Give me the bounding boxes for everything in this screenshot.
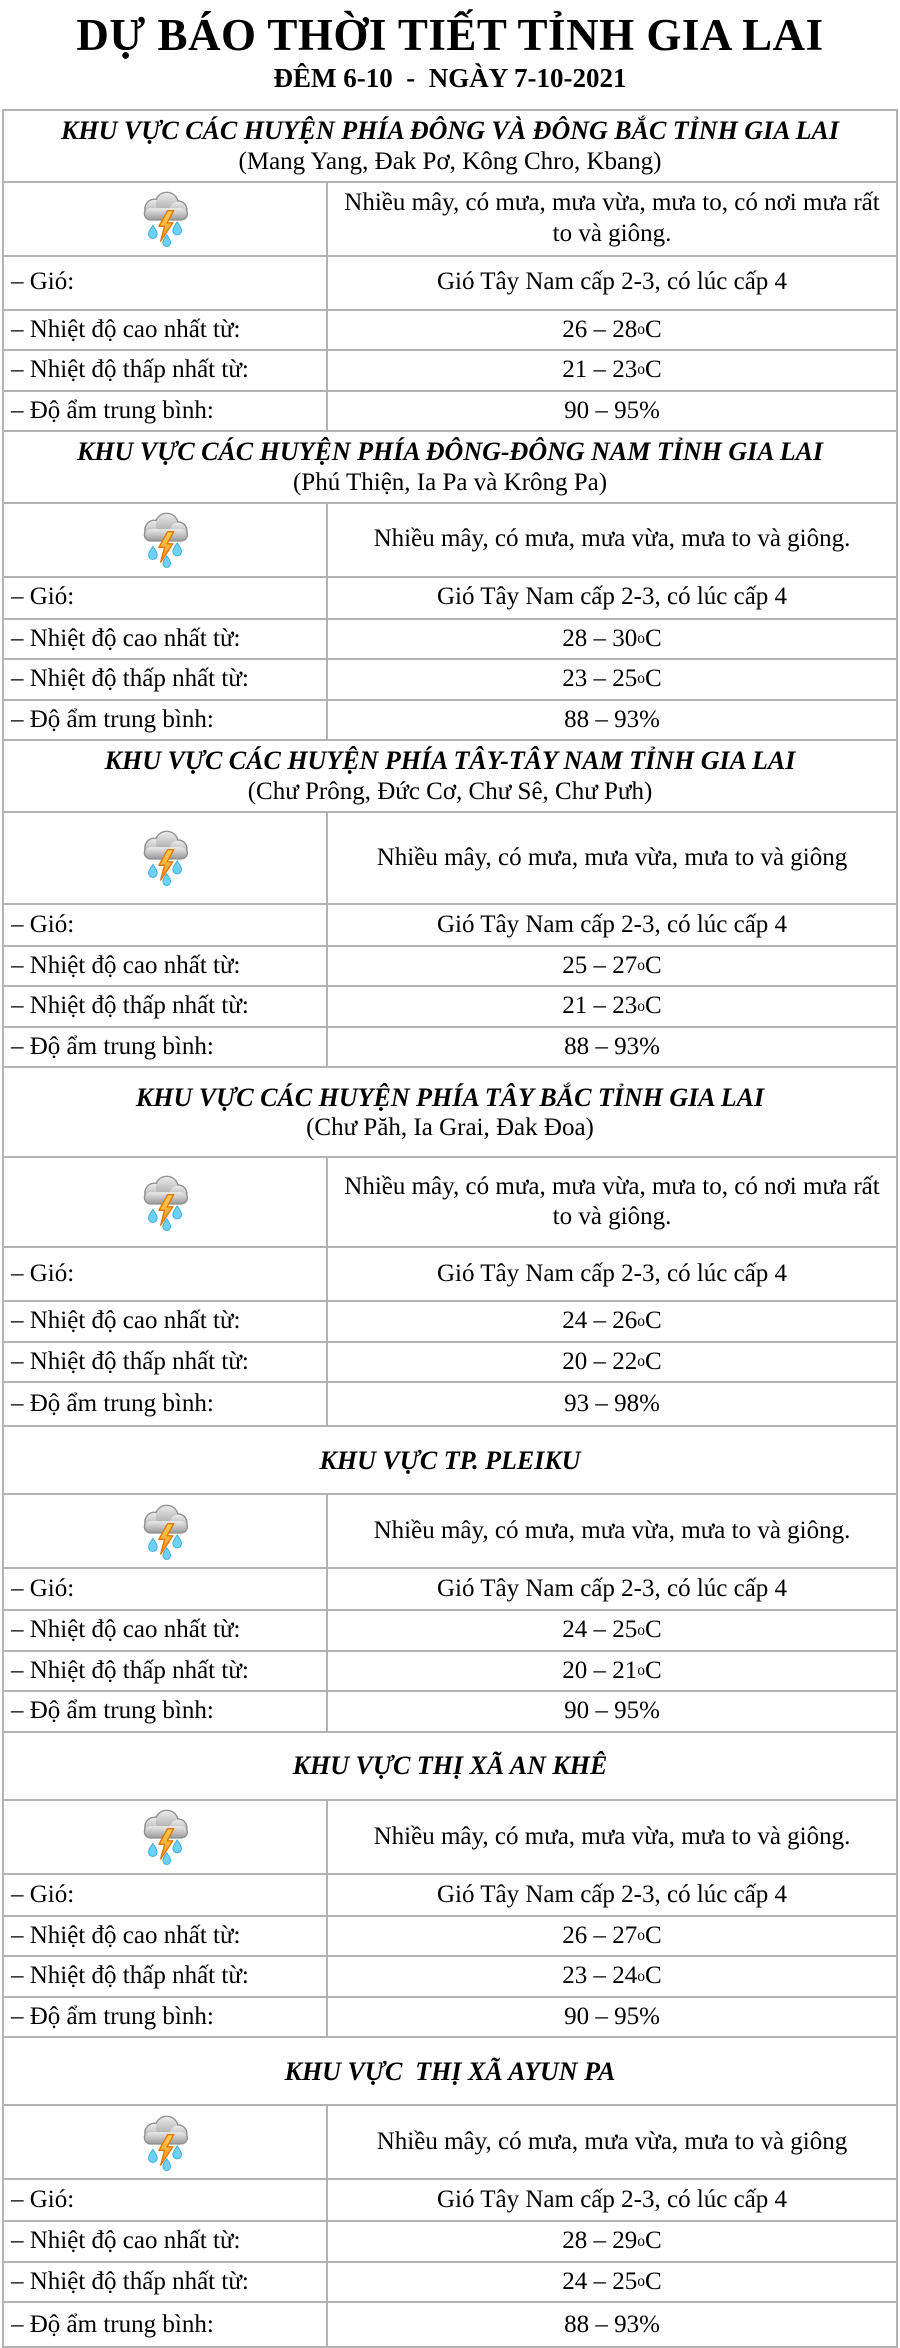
celsius-letter: C bbox=[645, 1962, 662, 1990]
temp-low-row bbox=[4, 1341, 896, 1382]
page-subtitle: ĐÊM 6-10 - NGÀY 7-10-2021 bbox=[273, 63, 627, 94]
weather-description: Nhiều mây, có mưa, mưa vừa, mưa to, có nơi mưa rất to và giông. bbox=[344, 189, 880, 247]
wind-row bbox=[4, 1567, 896, 1609]
celsius-letter: C bbox=[645, 315, 662, 343]
temp-low-value: 20 – 21 o C bbox=[328, 1652, 896, 1691]
region-section-west-southwest bbox=[4, 739, 896, 1066]
temp-high-label: – Nhiệt độ cao nhất từ: bbox=[4, 311, 328, 350]
temp-low-label: – Nhiệt độ thấp nhất từ: bbox=[4, 2263, 328, 2302]
region-section-northwest bbox=[4, 1066, 896, 1425]
region-section-an-khe bbox=[4, 1731, 896, 2037]
page-title: DỰ BÁO THỜI TIẾT TỈNH GIA LAI bbox=[76, 10, 824, 60]
weather-row bbox=[4, 502, 896, 576]
wind-row bbox=[4, 1246, 896, 1300]
thunderstorm-rain-icon bbox=[132, 188, 198, 249]
celsius-letter: C bbox=[645, 1656, 662, 1684]
wind-label: – Gió: bbox=[4, 1569, 328, 1609]
temp-high-row bbox=[4, 945, 896, 986]
wind-label: – Gió: bbox=[4, 2180, 328, 2220]
temp-high-row bbox=[4, 1915, 896, 1956]
humidity-value: 88 – 93% bbox=[564, 705, 660, 733]
temp-high-range: 28 – 30 bbox=[562, 624, 638, 652]
weather-icon-cell bbox=[4, 1495, 328, 1567]
wind-label: – Gió: bbox=[4, 257, 328, 309]
humidity-row bbox=[4, 2301, 896, 2346]
celsius-letter: C bbox=[645, 665, 662, 693]
region-title: KHU VỰC CÁC HUYỆN PHÍA ĐÔNG VÀ ĐÔNG BẮC TỈNH GIA LAI bbox=[61, 115, 839, 145]
temp-high-row bbox=[4, 1609, 896, 1650]
region-districts: (Chư Prông, Đức Cơ, Chư Sê, Chư Pưh) bbox=[247, 777, 653, 805]
humidity-row bbox=[4, 1690, 896, 1731]
wind-value: Gió Tây Nam cấp 2-3, có lúc cấp 4 bbox=[436, 268, 788, 296]
celsius-letter: C bbox=[645, 2227, 662, 2255]
humidity-row bbox=[4, 390, 896, 431]
temp-low-range: 24 – 25 bbox=[562, 2267, 638, 2295]
humidity-value: 90 – 95% bbox=[564, 2002, 660, 2030]
temp-high-row bbox=[4, 309, 896, 350]
wind-label: – Gió: bbox=[4, 1248, 328, 1300]
celsius-letter: C bbox=[645, 624, 662, 652]
temp-high-range: 24 – 25 bbox=[562, 1616, 638, 1644]
weather-row bbox=[4, 1493, 896, 1567]
weather-icon-cell bbox=[4, 504, 328, 576]
thunderstorm-rain-icon bbox=[132, 1806, 198, 1867]
temp-low-range: 21 – 23 bbox=[562, 356, 638, 383]
weather-icon-cell bbox=[4, 2106, 328, 2178]
temp-high-range: 24 – 26 bbox=[562, 1307, 638, 1335]
thunderstorm-rain-icon bbox=[132, 1501, 198, 1562]
region-districts: (Phú Thiện, Ia Pa và Krông Pa) bbox=[292, 468, 608, 496]
weather-description: Nhiều mây, có mưa, mưa vừa, mưa to và giông. bbox=[373, 1822, 851, 1850]
temp-low-label: – Nhiệt độ thấp nhất từ: bbox=[4, 660, 328, 699]
temp-high-range: 28 – 29 bbox=[562, 2227, 638, 2255]
region-header bbox=[4, 741, 896, 811]
celsius-letter: C bbox=[645, 1921, 662, 1949]
thunderstorm-rain-icon bbox=[132, 827, 198, 888]
region-title: KHU VỰC TP. PLEIKU bbox=[319, 1445, 581, 1475]
celsius-letter: C bbox=[645, 1616, 662, 1644]
wind-value: Gió Tây Nam cấp 2-3, có lúc cấp 4 bbox=[436, 1575, 788, 1603]
wind-value: Gió Tây Nam cấp 2-3, có lúc cấp 4 bbox=[436, 1260, 788, 1288]
weather-description: Nhiều mây, có mưa, mưa vừa, mưa to và giông. bbox=[373, 1517, 851, 1545]
humidity-row bbox=[4, 699, 896, 740]
celsius-letter: C bbox=[645, 1347, 662, 1375]
forecast-table bbox=[2, 109, 898, 2348]
wind-row bbox=[4, 255, 896, 309]
wind-value: Gió Tây Nam cấp 2-3, có lúc cấp 4 bbox=[436, 910, 788, 938]
weather-row bbox=[4, 2104, 896, 2178]
humidity-row bbox=[4, 1996, 896, 2037]
thunderstorm-rain-icon bbox=[132, 2112, 198, 2173]
temp-low-label: – Nhiệt độ thấp nhất từ: bbox=[4, 987, 328, 1026]
humidity-value: 90 – 95% bbox=[564, 1697, 660, 1725]
region-header bbox=[4, 432, 896, 502]
humidity-label: – Độ ẩm trung bình: bbox=[4, 1383, 328, 1425]
humidity-value: 93 – 98% bbox=[564, 1390, 660, 1418]
temp-high-label: – Nhiệt độ cao nhất từ: bbox=[4, 1611, 328, 1650]
wind-value: Gió Tây Nam cấp 2-3, có lúc cấp 4 bbox=[436, 1880, 788, 1908]
temp-low-row bbox=[4, 658, 896, 699]
temp-low-label: – Nhiệt độ thấp nhất từ: bbox=[4, 1343, 328, 1382]
temp-high-label: – Nhiệt độ cao nhất từ: bbox=[4, 620, 328, 659]
temp-high-label: – Nhiệt độ cao nhất từ: bbox=[4, 1917, 328, 1956]
region-districts: (Chư Păh, Ia Grai, Đak Đoa) bbox=[306, 1114, 594, 1142]
region-title: KHU VỰC CÁC HUYỆN PHÍA ĐÔNG-ĐÔNG NAM TỈNH GIA LAI bbox=[76, 437, 824, 466]
celsius-letter: C bbox=[645, 356, 662, 383]
humidity-row bbox=[4, 1026, 896, 1067]
weather-icon-cell bbox=[4, 813, 328, 903]
weather-row bbox=[4, 1156, 896, 1246]
humidity-row bbox=[4, 1381, 896, 1425]
wind-row bbox=[4, 2178, 896, 2220]
temp-low-row bbox=[4, 1955, 896, 1996]
temp-low-label: – Nhiệt độ thấp nhất từ: bbox=[4, 1652, 328, 1691]
region-header bbox=[4, 1427, 896, 1493]
weather-row bbox=[4, 1799, 896, 1873]
weather-row bbox=[4, 181, 896, 255]
wind-value: Gió Tây Nam cấp 2-3, có lúc cấp 4 bbox=[436, 2186, 788, 2214]
region-section-east-southeast bbox=[4, 430, 896, 739]
region-header bbox=[4, 111, 896, 181]
region-section-east-northeast bbox=[4, 111, 896, 430]
humidity-label: – Độ ẩm trung bình: bbox=[4, 1998, 328, 2037]
temp-high-row bbox=[4, 2220, 896, 2261]
weather-description: Nhiều mây, có mưa, mưa vừa, mưa to và giông bbox=[376, 2128, 848, 2156]
temp-low-range: 20 – 21 bbox=[562, 1656, 638, 1684]
region-header bbox=[4, 1068, 896, 1156]
region-header bbox=[4, 2038, 896, 2104]
temp-high-value: 24 – 26 o C bbox=[328, 1302, 896, 1341]
humidity-label: – Độ ẩm trung bình: bbox=[4, 1028, 328, 1067]
temp-low-row bbox=[4, 349, 896, 390]
temp-low-row bbox=[4, 1650, 896, 1691]
celsius-letter: C bbox=[645, 2267, 662, 2295]
region-districts: (Mang Yang, Đak Pơ, Kông Chro, Kbang) bbox=[238, 147, 662, 175]
temp-low-row bbox=[4, 985, 896, 1026]
weather-row bbox=[4, 811, 896, 903]
document-header bbox=[0, 0, 900, 109]
region-section-pleiku bbox=[4, 1425, 896, 1731]
celsius-letter: C bbox=[645, 992, 662, 1020]
temp-high-label: – Nhiệt độ cao nhất từ: bbox=[4, 2222, 328, 2261]
temp-high-label: – Nhiệt độ cao nhất từ: bbox=[4, 1302, 328, 1341]
weather-icon-cell bbox=[4, 1801, 328, 1873]
temp-high-value: 28 – 29 o C bbox=[328, 2222, 896, 2261]
celsius-letter: C bbox=[645, 1307, 662, 1335]
wind-label: – Gió: bbox=[4, 1875, 328, 1915]
humidity-label: – Độ ẩm trung bình: bbox=[4, 2303, 328, 2346]
weather-icon-cell bbox=[4, 183, 328, 255]
temp-low-value: 20 – 22 o C bbox=[328, 1343, 896, 1382]
temp-high-row bbox=[4, 618, 896, 659]
temp-low-range: 21 – 23 bbox=[562, 992, 638, 1020]
region-title: KHU VỰC THỊ XÃ AN KHÊ bbox=[292, 1751, 608, 1781]
thunderstorm-rain-icon bbox=[132, 509, 198, 570]
region-header bbox=[4, 1733, 896, 1799]
thunderstorm-rain-icon bbox=[132, 1172, 198, 1233]
temp-high-value: 26 – 28 o C bbox=[328, 311, 896, 350]
temp-low-range: 23 – 24 bbox=[562, 1962, 638, 1990]
weather-description: Nhiều mây, có mưa, mưa vừa, mưa to và giông. bbox=[373, 525, 851, 553]
temp-high-value: 24 – 25 o C bbox=[328, 1611, 896, 1650]
humidity-label: – Độ ẩm trung bình: bbox=[4, 392, 328, 431]
wind-value: Gió Tây Nam cấp 2-3, có lúc cấp 4 bbox=[436, 583, 788, 611]
humidity-label: – Độ ẩm trung bình: bbox=[4, 1692, 328, 1731]
temp-high-range: 25 – 27 bbox=[562, 951, 638, 979]
temp-low-value: 23 – 24 o C bbox=[328, 1957, 896, 1996]
weather-description: Nhiều mây, có mưa, mưa vừa, mưa to và giông bbox=[376, 843, 848, 871]
temp-high-row bbox=[4, 1300, 896, 1341]
humidity-label: – Độ ẩm trung bình: bbox=[4, 701, 328, 740]
temp-low-value: 21 – 23 o C bbox=[328, 987, 896, 1026]
temp-low-value: 24 – 25 o C bbox=[328, 2263, 896, 2302]
temp-low-range: 23 – 25 bbox=[562, 665, 638, 693]
temp-high-label: – Nhiệt độ cao nhất từ: bbox=[4, 947, 328, 986]
wind-row bbox=[4, 1873, 896, 1915]
wind-row bbox=[4, 903, 896, 945]
temp-low-value: 21 – 23 o C bbox=[328, 351, 896, 390]
wind-label: – Gió: bbox=[4, 905, 328, 945]
humidity-value: 90 – 95% bbox=[564, 396, 660, 424]
temp-low-label: – Nhiệt độ thấp nhất từ: bbox=[4, 351, 328, 390]
wind-label: – Gió: bbox=[4, 578, 328, 618]
temp-high-value: 25 – 27 o C bbox=[328, 947, 896, 986]
temp-low-label: – Nhiệt độ thấp nhất từ: bbox=[4, 1957, 328, 1996]
region-title: KHU VỰC CÁC HUYỆN PHÍA TÂY BẮC TỈNH GIA LAI bbox=[135, 1082, 765, 1112]
humidity-value: 88 – 93% bbox=[564, 1032, 660, 1060]
temp-low-row bbox=[4, 2261, 896, 2302]
weather-description: Nhiều mây, có mưa, mưa vừa, mưa to, có nơi mưa rất to và giông. bbox=[344, 1172, 880, 1231]
humidity-value: 88 – 93% bbox=[564, 2310, 660, 2338]
weather-icon-cell bbox=[4, 1158, 328, 1246]
celsius-letter: C bbox=[645, 951, 662, 979]
temp-high-range: 26 – 28 bbox=[562, 315, 638, 343]
temp-high-range: 26 – 27 bbox=[562, 1921, 638, 1949]
temp-low-value: 23 – 25 o C bbox=[328, 660, 896, 699]
temp-low-range: 20 – 22 bbox=[562, 1347, 638, 1375]
temp-high-value: 26 – 27 o C bbox=[328, 1917, 896, 1956]
temp-high-value: 28 – 30 o C bbox=[328, 620, 896, 659]
region-section-ayun-pa bbox=[4, 2036, 896, 2346]
region-title: KHU VỰC CÁC HUYỆN PHÍA TÂY-TÂY NAM TỈNH GIA LAI bbox=[104, 746, 796, 776]
region-title: KHU VỰC THỊ XÃ AYUN PA bbox=[284, 2056, 616, 2086]
wind-row bbox=[4, 576, 896, 618]
